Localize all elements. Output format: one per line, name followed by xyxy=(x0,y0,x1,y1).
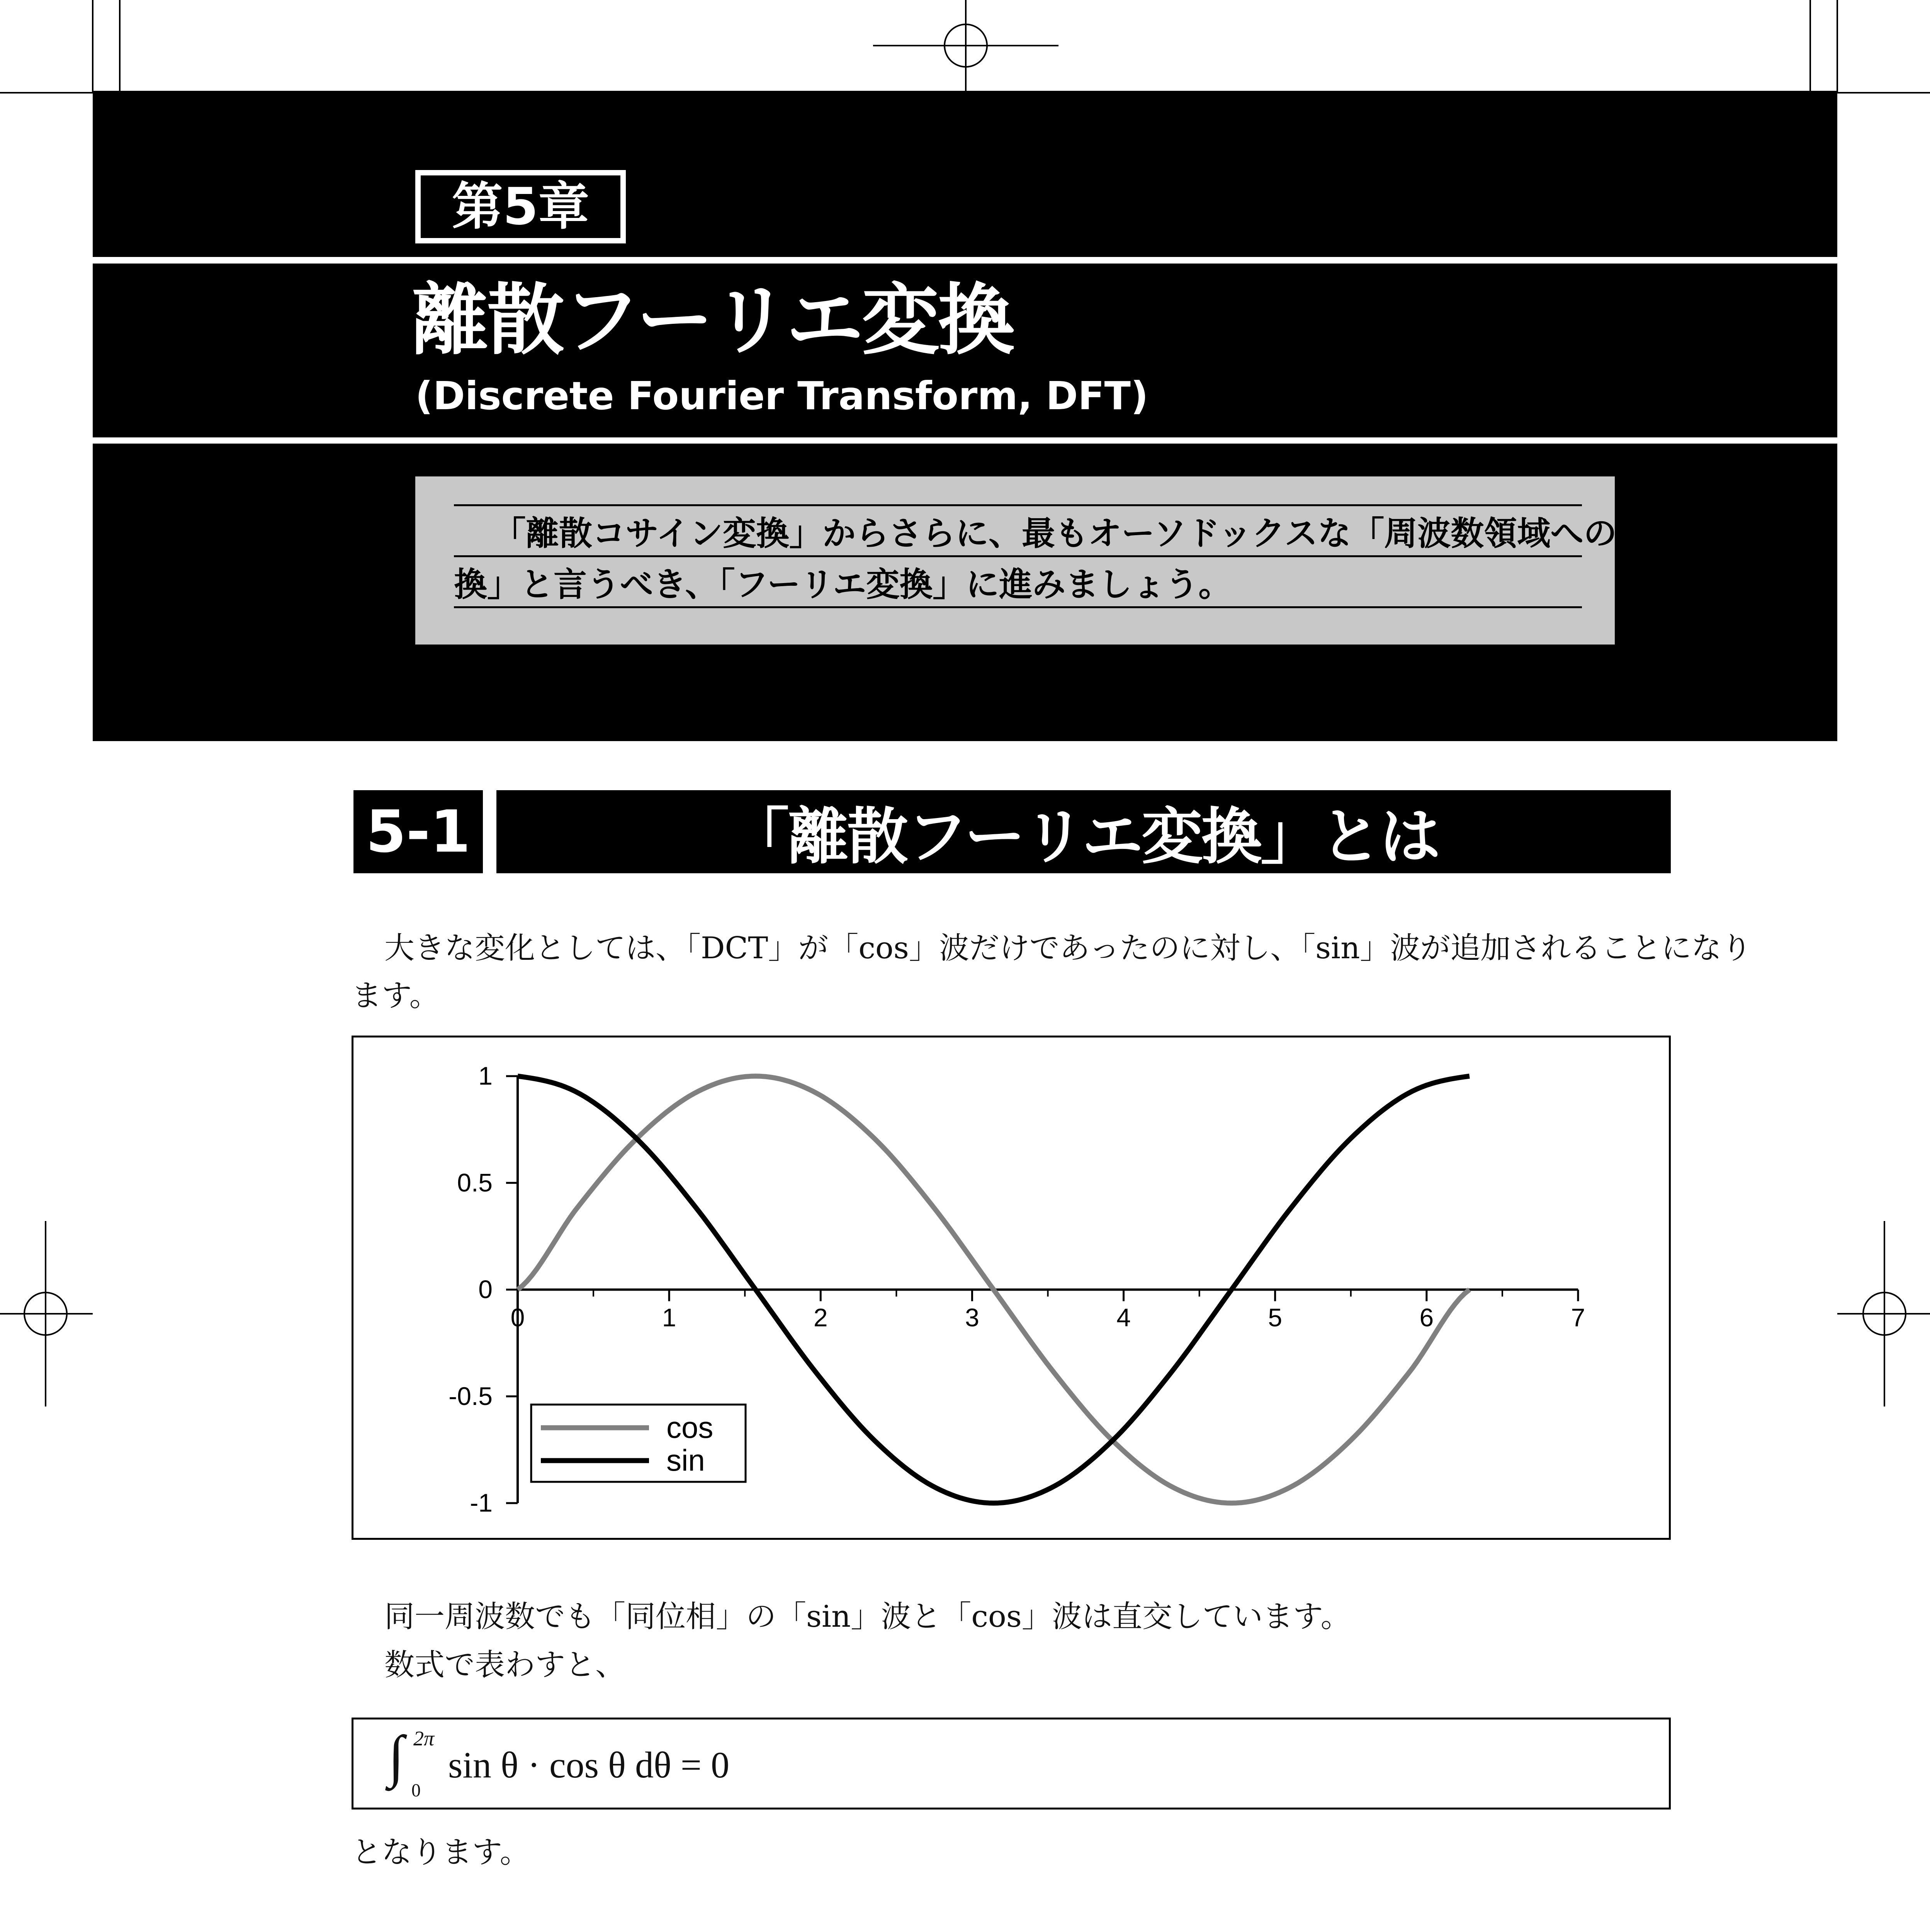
formula-expression: sin θ · cos θ dθ = 0 xyxy=(448,1744,730,1786)
lead-rule-middle xyxy=(454,555,1582,557)
x-tick-label: 1 xyxy=(662,1303,676,1332)
paragraph-2-line-1: 同一周波数でも「同位相」の「sin」波と「cos」波は直交しています。 xyxy=(384,1599,1351,1634)
x-tick-label: 0 xyxy=(510,1303,525,1332)
sin-cos-graph xyxy=(352,1036,1671,1540)
chapter-subtitle: (Discrete Fourier Transform, DFT) xyxy=(415,373,1148,418)
y-tick-label: 0 xyxy=(478,1275,493,1304)
orthogonality-formula xyxy=(352,1718,1671,1810)
lead-rule-top xyxy=(454,504,1582,506)
chapter-label-text: 第5章 xyxy=(452,177,590,236)
x-tick-label: 3 xyxy=(965,1303,979,1332)
legend-box xyxy=(531,1405,746,1482)
chapter-header-band xyxy=(93,91,1837,257)
x-tick-label: 2 xyxy=(813,1303,828,1332)
paragraph-3: となります。 xyxy=(352,1835,530,1870)
x-tick-label: 4 xyxy=(1116,1303,1131,1332)
y-tick-label: -1 xyxy=(470,1488,493,1517)
section-number xyxy=(353,790,483,873)
y-tick-label: 0.5 xyxy=(457,1168,493,1197)
legend-label-cos: cos xyxy=(666,1410,714,1444)
x-tick-label: 7 xyxy=(1571,1303,1585,1332)
integral-upper-limit: 2π xyxy=(413,1727,435,1750)
chapter-lead-box xyxy=(415,476,1615,645)
lead-line-1: 「離散コサイン変換」からさらに、最もオーソドックスな「周波数領域への変 xyxy=(493,514,1650,553)
integral-lower-limit: 0 xyxy=(411,1780,421,1801)
y-tick-label: 1 xyxy=(478,1061,493,1090)
chart-svg xyxy=(353,1037,1669,1538)
x-tick-label: 5 xyxy=(1268,1303,1283,1332)
section-number-text: 5-1 xyxy=(366,798,471,866)
chapter-label xyxy=(415,170,626,243)
x-tick-label: 6 xyxy=(1419,1303,1434,1332)
chapter-title: 離散フーリエ変換 xyxy=(411,276,1014,366)
section-title xyxy=(496,790,1671,873)
y-tick-label: -0.5 xyxy=(449,1381,493,1410)
paragraph-2-line-2: 数式で表わすと、 xyxy=(384,1648,626,1682)
integral-sign: ∫ xyxy=(388,1724,404,1788)
legend-label-sin: sin xyxy=(666,1443,705,1477)
lead-line-2: 換」と言うべき、「フーリエ変換」に進みましょう。 xyxy=(454,565,1232,604)
paragraph-1-line-2: ます。 xyxy=(352,978,440,1013)
section-title-text: 「離散フーリエ変換」とは xyxy=(728,801,1439,872)
paragraph-1-line-1: 大きな変化としては、「DCT」が「cos」波だけであったのに対し、「sin」波が追加されることになり xyxy=(384,931,1752,966)
lead-rule-bottom xyxy=(454,606,1582,608)
